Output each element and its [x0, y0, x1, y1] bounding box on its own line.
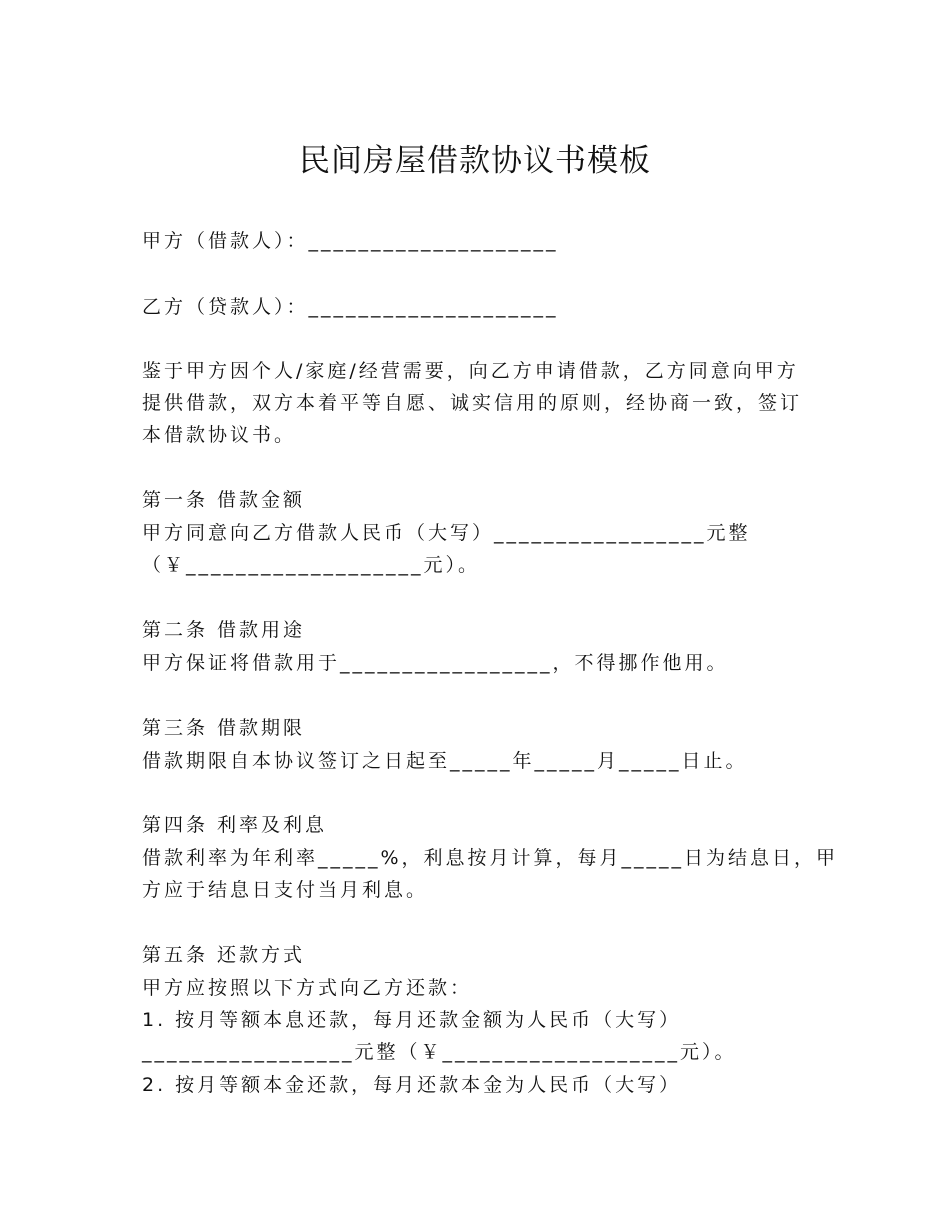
article-3-heading: 第三条 借款期限	[142, 717, 306, 739]
article-5-line-1: 甲方应按照以下方式向乙方还款：	[142, 977, 473, 999]
article-4-line-2: 方应于结息日支付当月利息。	[142, 879, 429, 901]
article-1-line-1: 甲方同意向乙方借款人民币（大写）_________________元整	[142, 522, 751, 544]
article-4-line-1: 借款利率为年利率_____%，利息按月计算，每月_____日为结息日，甲	[142, 847, 839, 869]
article-5-item-2: 2. 按月等额本金还款，每月还款本金为人民币（大写）	[142, 1074, 682, 1096]
article-3-line-1: 借款期限自本协议签订之日起至_____年_____月_____日止。	[142, 750, 748, 772]
preamble-line-2: 提供借款，双方本着平等自愿、诚实信用的原则，经协商一致，签订	[142, 392, 803, 414]
article-1-line-2: （￥___________________元）。	[142, 554, 481, 576]
document-title: 民间房屋借款协议书模板	[299, 143, 651, 179]
party-b-line: 乙方（贷款人）：____________________	[142, 296, 559, 318]
preamble-line-3: 本借款协议书。	[142, 424, 297, 446]
party-a-line: 甲方（借款人）：____________________	[142, 230, 559, 252]
article-5-item-1-cont: _________________元整（￥___________________元）。	[142, 1041, 737, 1063]
article-2-line-1: 甲方保证将借款用于_________________，不得挪作他用。	[142, 652, 729, 674]
article-5-item-1: 1. 按月等额本息还款，每月还款金额为人民币（大写）	[142, 1009, 682, 1031]
article-4-heading: 第四条 利率及利息	[142, 814, 328, 836]
article-2-heading: 第二条 借款用途	[142, 619, 306, 641]
preamble-line-1: 鉴于甲方因个人/家庭/经营需要，向乙方申请借款，乙方同意向甲方	[142, 360, 799, 382]
article-1-heading: 第一条 借款金额	[142, 489, 306, 511]
article-5-heading: 第五条 还款方式	[142, 944, 306, 966]
